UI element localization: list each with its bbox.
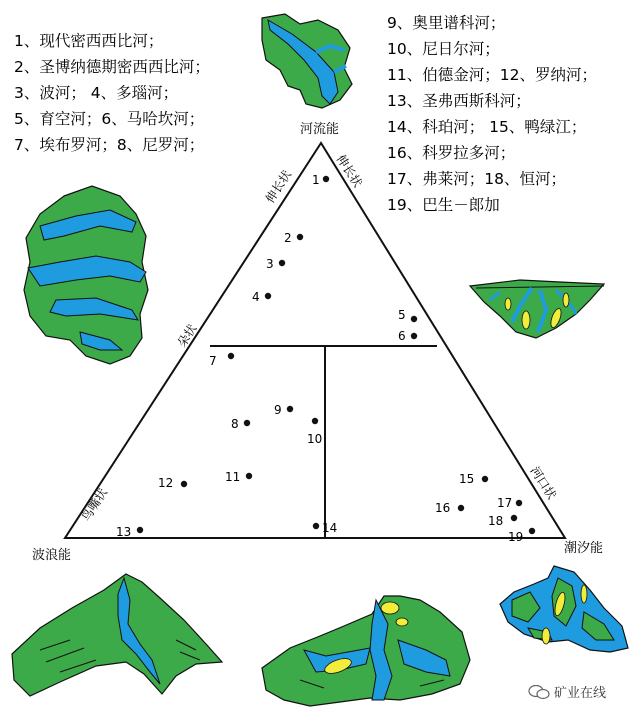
data-point xyxy=(312,418,318,424)
data-point-label: 8 xyxy=(231,417,239,431)
data-point-label: 3 xyxy=(266,257,274,271)
data-point-label: 4 xyxy=(252,290,260,304)
edge-label-right-lower: 河口状 xyxy=(527,464,559,502)
data-point-label: 16 xyxy=(435,501,451,515)
legend-item: 5、育空河；6、马哈坎河； xyxy=(14,110,205,128)
data-point xyxy=(137,527,143,533)
data-point-label: 14 xyxy=(322,521,338,535)
data-point-label: 18 xyxy=(488,514,504,528)
data-point xyxy=(228,353,234,359)
edge-label-left-upper: 伸长状 xyxy=(262,167,295,206)
data-point-label: 19 xyxy=(508,530,524,544)
legend-item: 1、现代密西西比河； xyxy=(14,32,164,50)
data-point-label: 13 xyxy=(116,525,132,539)
data-point xyxy=(516,500,522,506)
watermark xyxy=(528,682,606,701)
data-point xyxy=(279,260,285,266)
data-point xyxy=(181,481,187,487)
legend-item: 14、科珀河； 15、鸭绿江； xyxy=(387,118,587,136)
edge-label-left-lower: 鸟嘴状 xyxy=(78,485,111,524)
data-point-label: 1 xyxy=(312,173,320,187)
chat-bubble-icon xyxy=(528,684,550,700)
data-point-label: 10 xyxy=(307,432,323,446)
data-point xyxy=(246,473,252,479)
map-left-lobate xyxy=(24,186,148,364)
legend-item: 9、奥里谱科河； xyxy=(387,14,506,32)
data-point-label: 7 xyxy=(209,354,217,368)
data-point xyxy=(323,176,329,182)
data-point-label: 17 xyxy=(497,496,513,510)
legend-item: 3、波河； 4、多瑙河； xyxy=(14,84,179,102)
vertex-top-label: 河流能 xyxy=(300,122,340,137)
data-point xyxy=(458,505,464,511)
vertex-right-label: 潮汐能 xyxy=(564,541,604,556)
map-bottom-left-cuspate xyxy=(12,574,222,696)
data-point-label: 6 xyxy=(398,329,406,343)
map-bottom-right-tidal xyxy=(500,566,628,652)
data-point-label: 11 xyxy=(225,470,241,484)
data-point xyxy=(511,515,517,521)
data-point-label: 2 xyxy=(284,231,292,245)
data-point xyxy=(411,333,417,339)
watermark-text: 矿业在线 xyxy=(554,686,607,701)
legend-item: 7、埃布罗河；8、尼罗河； xyxy=(14,136,205,154)
legend-item: 13、圣弗西斯科河； xyxy=(387,92,531,110)
data-point xyxy=(482,476,488,482)
map-bottom-middle-estuarine xyxy=(262,596,470,706)
map-right-cuspate xyxy=(470,280,604,338)
data-point-label: 12 xyxy=(158,476,174,490)
data-point xyxy=(297,234,303,240)
vertex-left-label: 波浪能 xyxy=(32,548,72,563)
data-point xyxy=(244,420,250,426)
legend-item: 11、伯德金河；12、罗纳河； xyxy=(387,66,597,84)
legend-item: 10、尼日尔河； xyxy=(387,40,500,58)
data-point xyxy=(313,523,319,529)
map-top-elongate xyxy=(262,14,352,108)
edge-label-right-upper: 伸长状 xyxy=(333,152,365,190)
legend-item: 16、科罗拉多河； xyxy=(387,144,516,162)
legend-item: 17、弗莱河；18、恒河； xyxy=(387,170,566,188)
data-point xyxy=(265,293,271,299)
data-point-label: 9 xyxy=(274,403,282,417)
legend-item: 19、巴生－郎加 xyxy=(387,196,500,214)
edge-label-left-middle: 朵状 xyxy=(174,321,200,350)
data-point-label: 5 xyxy=(398,308,406,322)
legend-item: 2、圣博纳德期密西西比河； xyxy=(14,58,210,76)
data-point xyxy=(411,316,417,322)
data-point xyxy=(529,528,535,534)
data-point xyxy=(287,406,293,412)
data-point-label: 15 xyxy=(459,472,475,486)
